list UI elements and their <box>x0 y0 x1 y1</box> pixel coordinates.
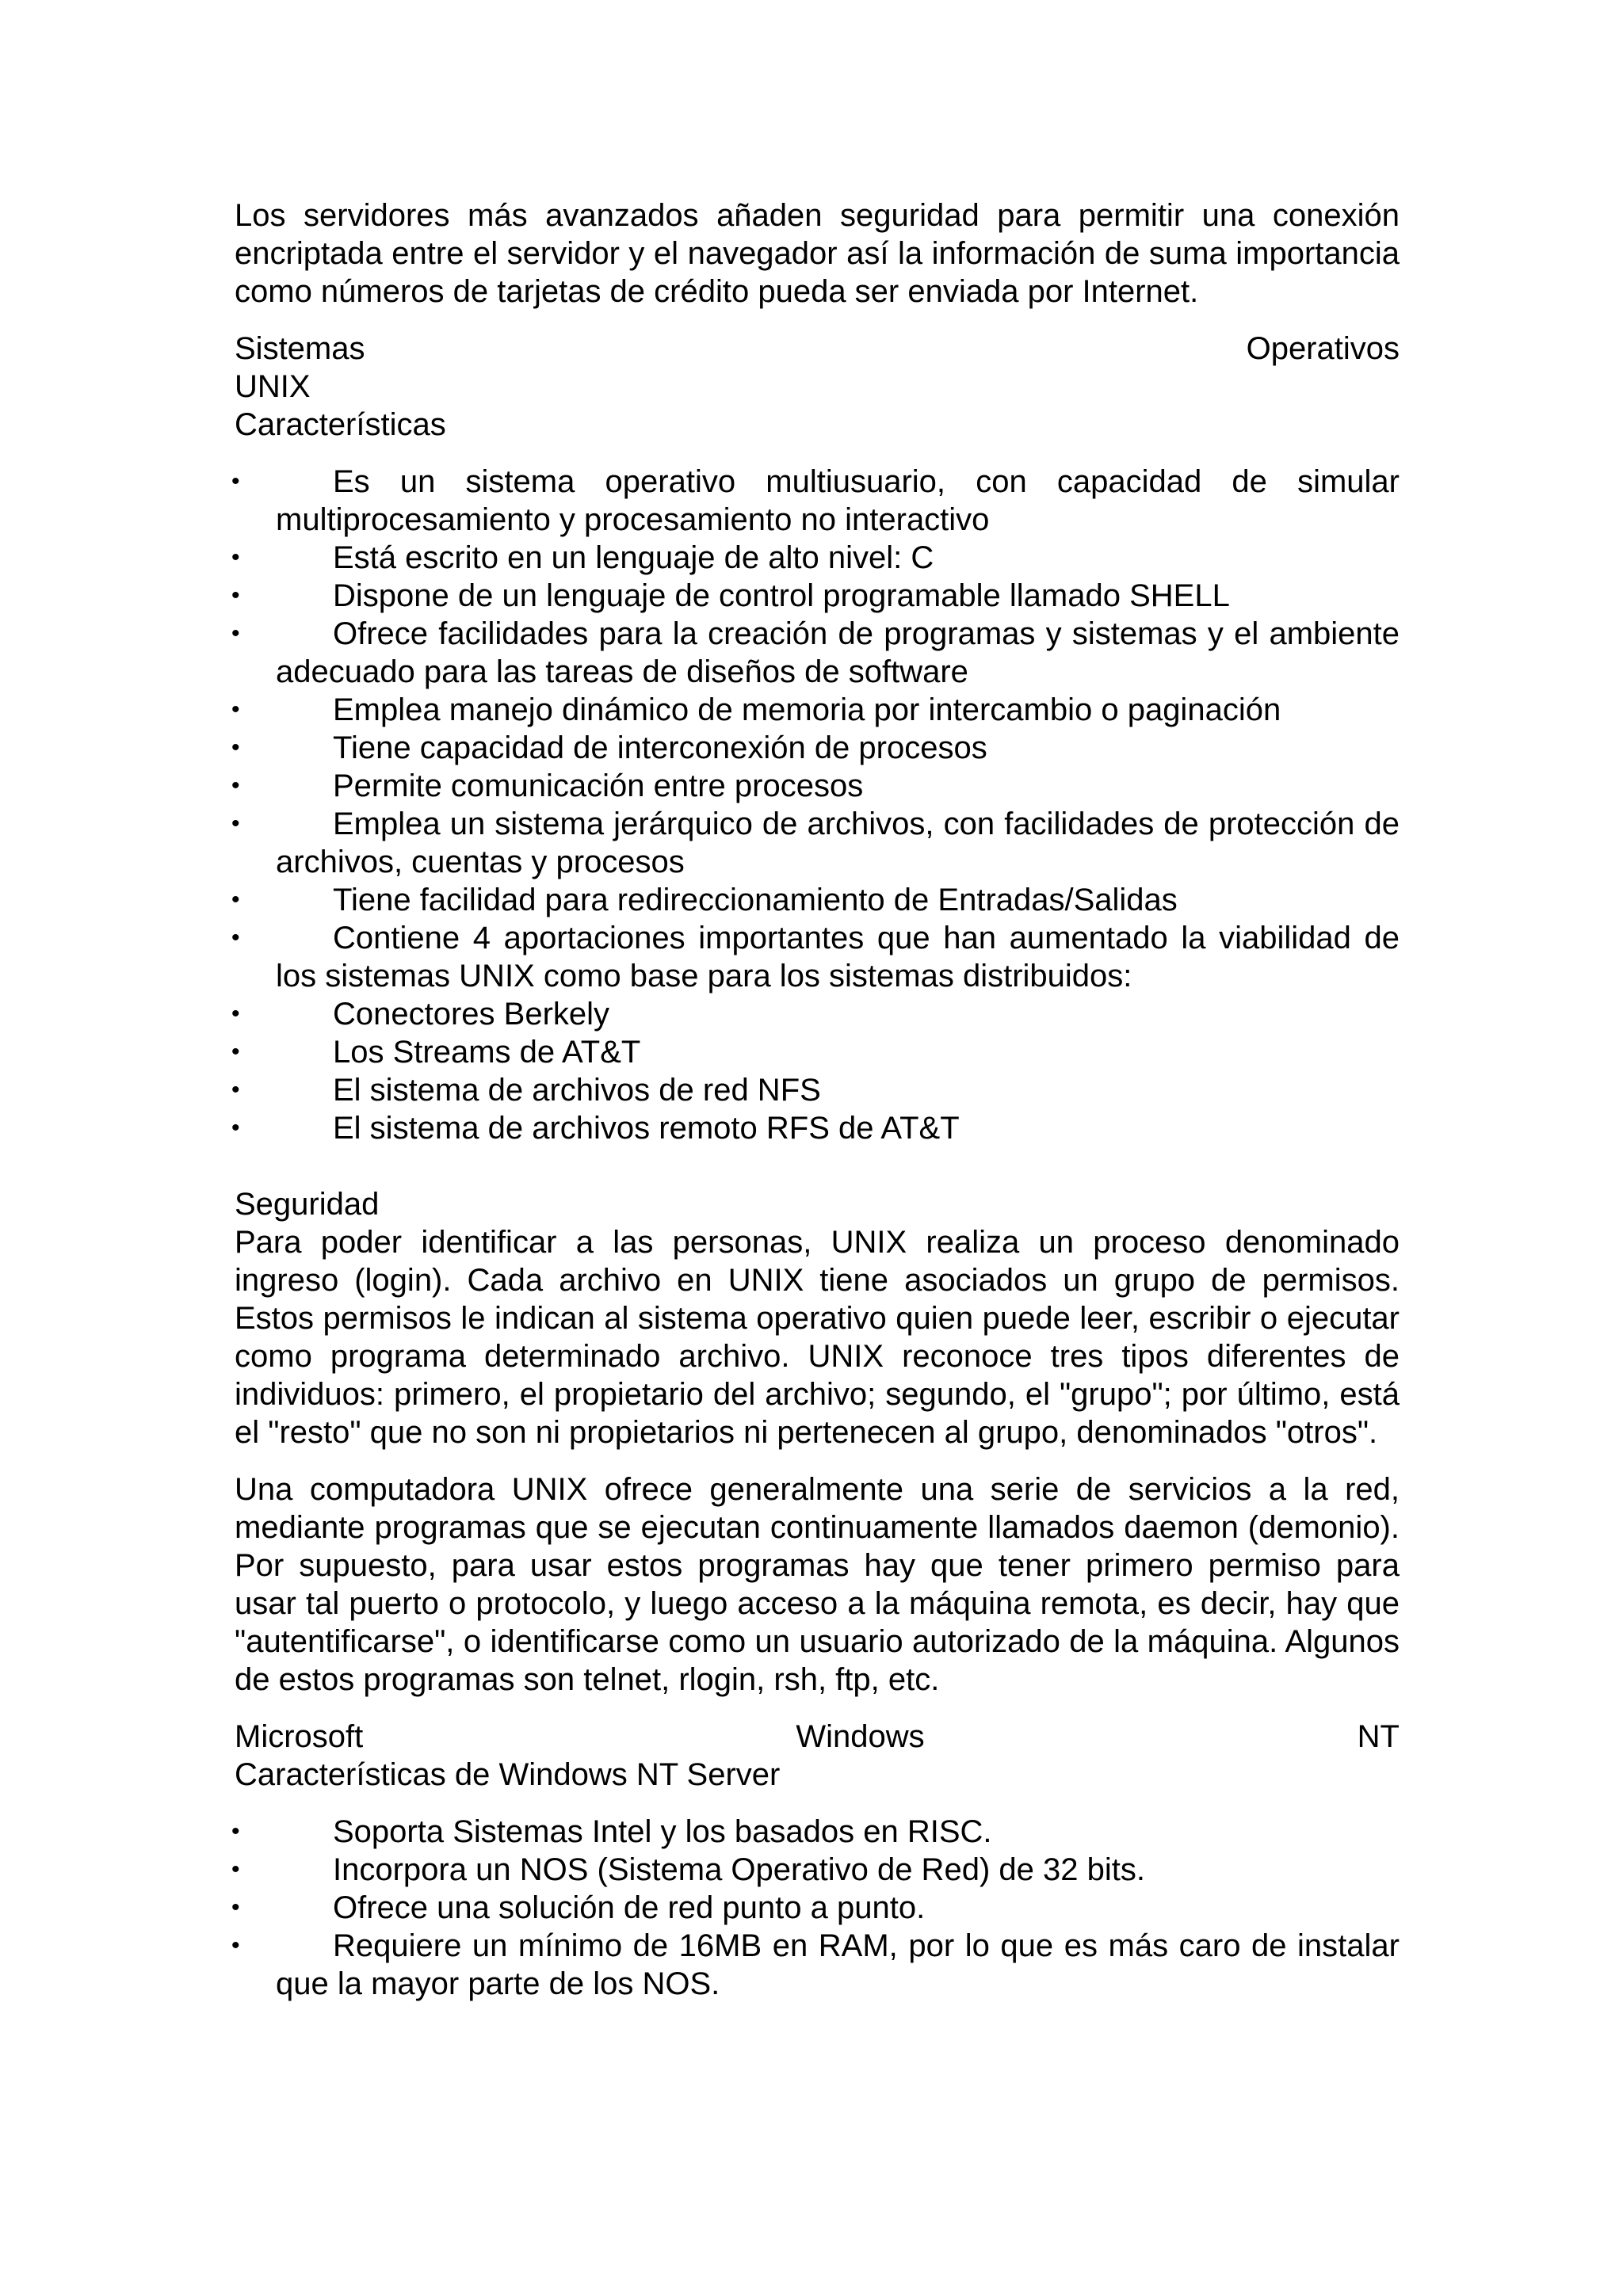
list-item: • Está escrito en un lenguaje de alto nivel: C <box>231 540 934 575</box>
bullet-icon: • <box>231 734 240 761</box>
unix-heading-line <box>235 330 1400 368</box>
security-heading: Seguridad <box>235 1187 380 1222</box>
blank-line <box>235 1147 1400 1185</box>
list-item: • Soporta Sistemas Intel y los basados en RISC. <box>231 1814 992 1849</box>
bullet-icon: • <box>231 544 240 570</box>
unix-heading-right: Operativos <box>1246 331 1400 366</box>
list-item: • Dispone de un lenguaje de control programable llamado SHELL <box>231 578 1230 613</box>
security-paragraph-2: Una computadora UNIX ofrece generalmente una serie de servicios a la red, mediante programas que se ejecutan continuamente llamados daemon (demonio). Por supuesto, para usar estos programas hay que tener primero permiso para usar tal puerto o protocolo, y luego acceso a la máquina remota, es decir, hay que "autentificarse", o identificarse como un usuario autorizado de la máquina. Algunos de estos programas son telnet, rlogin, rsh, ftp, etc. <box>235 1472 1400 1697</box>
list-item: • Ofrece facilidades para la creación de programas y sistemas y el ambiente adecuado para las tareas de diseños de software <box>231 616 1400 689</box>
bullet-icon: • <box>231 1894 240 1920</box>
bullet-icon: • <box>231 1932 240 1958</box>
unix-subheading: UNIX <box>235 369 311 404</box>
bullet-icon: • <box>231 1115 240 1141</box>
list-item: • Tiene facilidad para redireccionamiento de Entradas/Salidas <box>231 883 1178 917</box>
list-item: • Los Streams de AT&T <box>231 1035 641 1070</box>
windows-features-list <box>231 1813 1400 2003</box>
bullet-icon: • <box>231 925 240 951</box>
intro-paragraph: Los servidores más avanzados añaden seguridad para permitir una conexión encriptada entre el servidor y el navegador así la información de suma importancia como números de tarjetas de crédito pueda ser enviada por Internet. <box>235 198 1400 309</box>
list-item: • El sistema de archivos remoto RFS de AT&T <box>231 1111 960 1146</box>
windows-heading-word-1: Microsoft <box>235 1719 364 1754</box>
unix-features-list <box>231 463 1400 1147</box>
list-item: • Emplea un sistema jerárquico de archivos, con facilidades de protección de archivos, cuentas y procesos <box>231 807 1400 879</box>
list-item: • Ofrece una solución de red punto a punto. <box>231 1890 926 1925</box>
bullet-icon: • <box>231 1039 240 1065</box>
unix-features-label: Características <box>235 407 446 442</box>
list-item: • Incorpora un NOS (Sistema Operativo de Red) de 32 bits. <box>231 1852 1145 1887</box>
bullet-icon: • <box>231 810 240 837</box>
list-item: • El sistema de archivos de red NFS <box>231 1073 821 1108</box>
bullet-icon: • <box>231 582 240 608</box>
document-page <box>231 196 1400 2003</box>
bullet-icon: • <box>231 772 240 799</box>
list-item: • Emplea manejo dinámico de memoria por intercambio o paginación <box>231 692 1281 727</box>
bullet-icon: • <box>231 1001 240 1027</box>
bullet-icon: • <box>231 696 240 723</box>
list-item: • Tiene capacidad de interconexión de procesos <box>231 730 987 765</box>
bullet-icon: • <box>231 1856 240 1882</box>
windows-features-label: Características de Windows NT Server <box>235 1757 781 1792</box>
list-item: • Requiere un mínimo de 16MB en RAM, por lo que es más caro de instalar que la mayor parte de los NOS. <box>231 1928 1400 2001</box>
list-item: • Permite comunicación entre procesos <box>231 769 864 803</box>
security-paragraph-1: Para poder identificar a las personas, UNIX realiza un proceso denominado ingreso (login). Cada archivo en UNIX tiene asociados un grupo de permisos. Estos permisos le indican al sistema operativo quien puede leer, escribir o ejecutar como programa determinado archivo. UNIX reconoce tres tipos diferentes de individuos: primero, el propietario del archivo; segundo, el "grupo"; por último, está el "resto" que no son ni propietarios ni pertenecen al grupo, denominados "otros". <box>235 1225 1400 1450</box>
list-item: • Conectores Berkely <box>231 997 610 1032</box>
list-item: • Es un sistema operativo multiusuario, con capacidad de simular multiprocesamiento y procesamiento no interactivo <box>231 464 1400 537</box>
unix-heading-left: Sistemas <box>235 331 365 366</box>
bullet-icon: • <box>231 468 240 494</box>
bullet-icon: • <box>231 620 240 646</box>
windows-heading-word-2: Windows <box>796 1719 925 1754</box>
bullet-icon: • <box>231 1077 240 1103</box>
bullet-icon: • <box>231 1818 240 1844</box>
bullet-icon: • <box>231 887 240 913</box>
windows-heading-line <box>235 1718 1400 1756</box>
list-item: • Contiene 4 aportaciones importantes que han aumentado la viabilidad de los sistemas UNIX como base para los sistemas distribuidos: <box>231 921 1400 994</box>
windows-heading-word-3: NT <box>1357 1719 1400 1754</box>
